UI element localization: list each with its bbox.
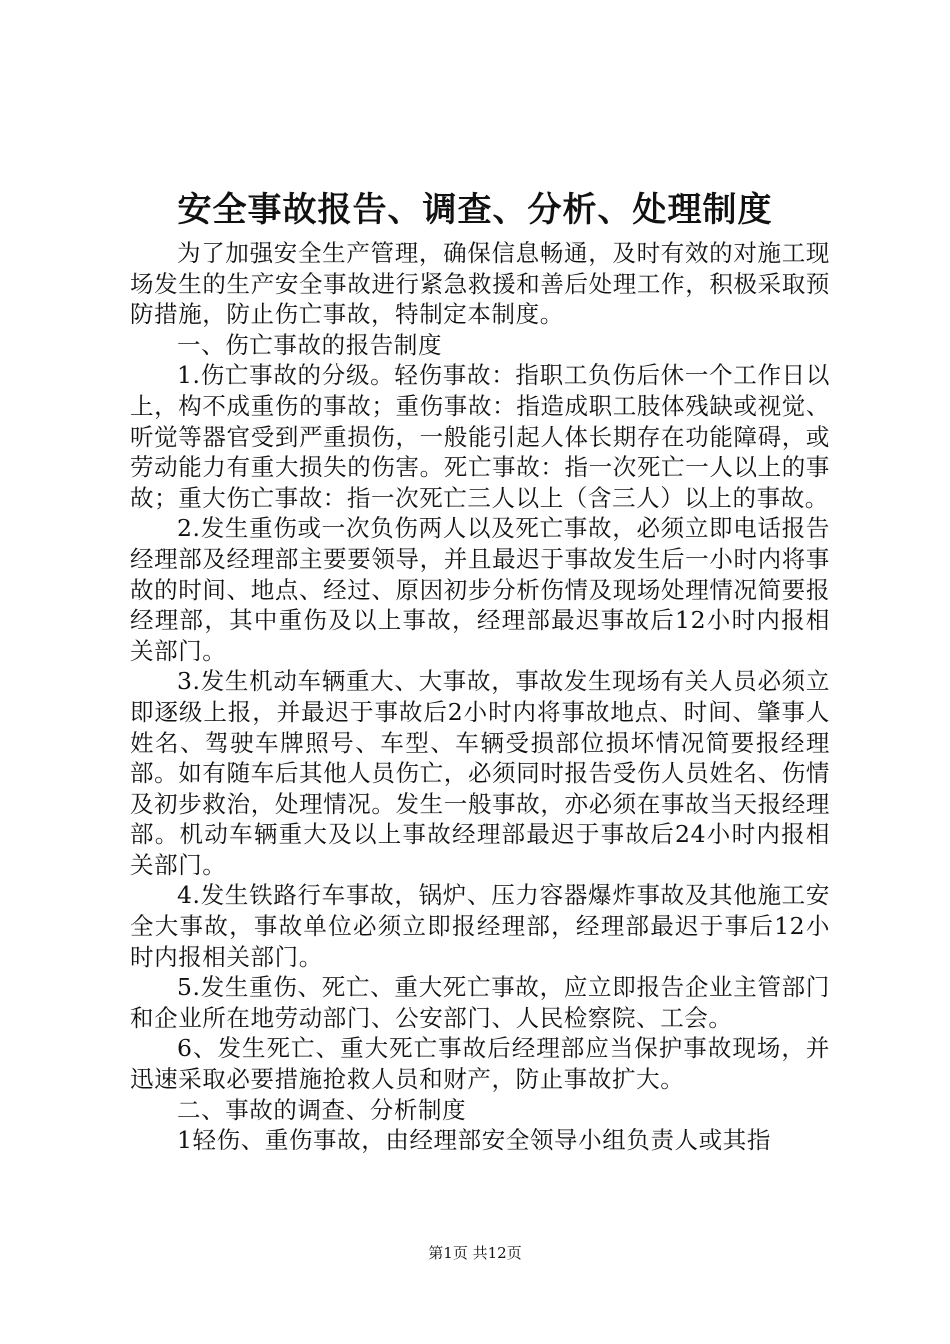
paragraph-item-2: 2.发生重伤或一次负伤两人以及死亡事故，必须立即电话报告经理部及经理部主要要领导，并且最迟于事故发生后一小时内将事故的时间、地点、经过、原因初步分析伤情及现场处理情况简要报经理部，其中重伤及以上事故，经理部最迟事故后12小时内报相关部门。: [130, 514, 830, 665]
paragraph-item-5: 5.发生重伤、死亡、重大死亡事故，应立即报告企业主管部门和企业所在地劳动部门、公安部门、人民检察院、工会。: [130, 973, 830, 1032]
paragraph-item-4: 4.发生铁路行车事故，锅炉、压力容器爆炸事故及其他施工安全大事故，事故单位必须立即报经理部，经理部最迟于事后12小时内报相关部门。: [130, 881, 830, 971]
paragraph-item-1: 1.伤亡事故的分级。轻伤事故：指职工负伤后休一个工作日以上，构不成重伤的事故；重伤事故：指造成职工肢体残缺或视觉、听觉等器官受到严重损伤，一般能引起人体长期存在功能障碍，或劳动能力有重大损失的伤害。死亡事故：指一次死亡一人以上的事故；重大伤亡事故：指一次死亡三人以上（含三人）以上的事故。: [130, 361, 830, 512]
paragraph-intro: 为了加强安全生产管理，确保信息畅通，及时有效的对施工现场发生的生产安全事故进行紧急救援和善后处理工作，积极采取预防措施，防止伤亡事故，特制定本制度。: [130, 239, 830, 329]
document-body: [130, 238, 830, 1156]
section-heading-investigation: 二、事故的调查、分析制度: [177, 1095, 467, 1124]
section-heading-reporting: 一、伤亡事故的报告制度: [177, 330, 443, 359]
paragraph-item-3: 3.发生机动车辆重大、大事故，事故发生现场有关人员必须立即逐级上报，并最迟于事故后2小时内将事故地点、时间、肇事人姓名、驾驶车牌照号、车型、车辆受损部位损坏情况简要报经理部。如有随车后其他人员伤亡，必须同时报告受伤人员姓名、伤情及初步救治，处理情况。发生一般事故，亦必须在事故当天报经理部。机动车辆重大及以上事故经理部最迟于事故后24小时内报相关部门。: [130, 667, 830, 879]
page-footer: 第1页 共12页: [428, 1244, 522, 1262]
paragraph-investigation-1: 1轻伤、重伤事故，由经理部安全领导小组负责人或其指: [177, 1126, 771, 1155]
page-title: 安全事故报告、调查、分析、处理制度: [177, 190, 773, 230]
paragraph-item-6: 6、发生死亡、重大死亡事故后经理部应当保护事故现场，并迅速采取必要措施抢救人员和财产，防止事故扩大。: [130, 1034, 830, 1094]
